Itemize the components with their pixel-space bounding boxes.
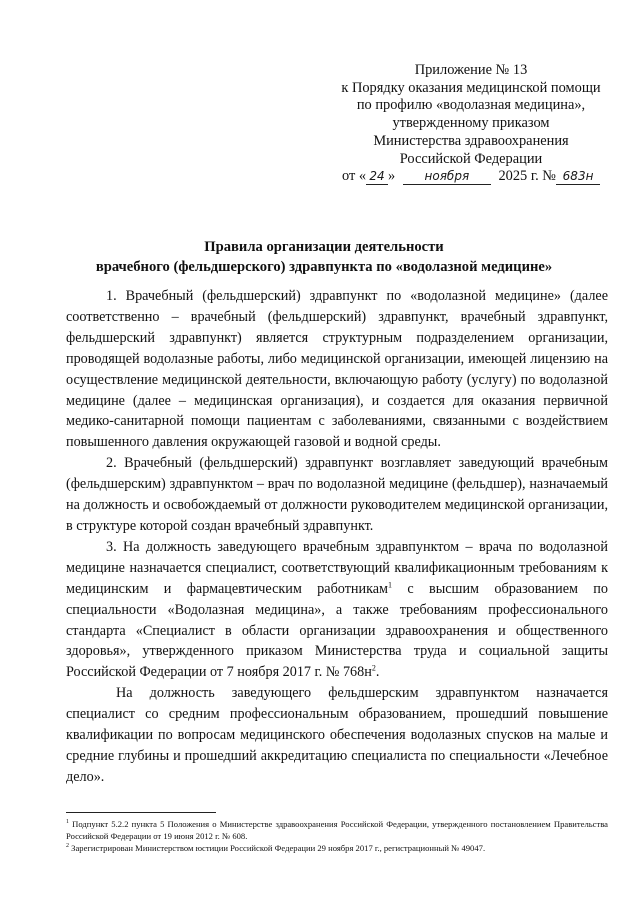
appendix-number: Приложение № 13: [414, 62, 528, 78]
footnote-2-marker: 2: [66, 843, 69, 850]
handwritten-number: 683н: [556, 169, 600, 185]
paragraph-3-text-b: с высшим образованием по специальности «Водолазная медицина», а также требованиям профессионального стандарта «Специалист в области организации здравоохранения и общественного здоровья», утвержденного приказом Министерства труда и социальной защиты Российской Федерации от 7 ноября 2017 г. № 768н: [66, 580, 608, 681]
footnote-1: [66, 818, 608, 842]
footnote-2: [66, 842, 608, 854]
document-title: [40, 237, 608, 277]
paragraph-3-text-a: 3. На должность заведующего врачебным здравпунктом – врача по водолазной медицине назначается специалист, соответствующий квалификационным требованиям к медицинским и фармацевтическим работникам: [66, 538, 608, 597]
year-text: 2025 г. №: [498, 168, 557, 185]
paragraph-1: 1. Врачебный (фельдшерский) здравпункт по «водолазной медицине» (далее соответственно – врачебный (фельдшерский) здравпункт, врачебный здравпункт, фельдшерский здравпункт) является структурным подразделением организации, проводящей водолазные работы, либо медицинской организации, имеющей лицензию на осуществление медицинской деятельности, включающую работу (услугу) по водолазной медицине (далее – медицинская организация), и создается для оказания первичной медико-санитарной помощи пациентам с заболеваниями, связанными с воздействием повышенного давления окружающей газовой и водной среды.: [66, 288, 608, 451]
title-line-2: врачебного (фельдшерского) здравпункта по «водолазной медицине»: [95, 259, 553, 275]
appendix-line-2: к Порядку оказания медицинской помощи: [341, 79, 601, 96]
appendix-line-4: утвержденному приказом: [392, 115, 550, 132]
document-body: [66, 286, 608, 788]
paragraph-4: На должность заведующего фельдшерским здравпунктом назначается специалист со средним профессиональным образованием, прошедший повышение квалификации по вопросам медицинского обеспечения водолазных спусков на малые и средние глубины и прошедший аккредитацию специалиста по специальности «Лечебное дело».: [66, 685, 608, 785]
paragraph-3-text-c: .: [375, 664, 380, 681]
appendix-header: [318, 62, 624, 186]
footnote-1-marker: 1: [66, 819, 69, 826]
paragraph-2: 2. Врачебный (фельдшерский) здравпункт возглавляет заведующий врачебным (фельдшерским) здравпунктом – врач по водолазной медицине (фельдшер), назначаемый на должность и освобождаемый от должности руководителем медицинской организации, в структуре которой создан врачебный здравпункт.: [66, 455, 608, 534]
footnote-ref-1: 1: [388, 579, 393, 589]
title-line-1: Правила организации деятельности: [204, 239, 444, 255]
appendix-line-3: по профилю «водолазная медицина»,: [356, 97, 586, 114]
date-prefix: от «: [341, 168, 367, 185]
footnotes: [66, 818, 608, 855]
footnote-2-text: Зарегистрирован Министерством юстиции Российской Федерации 29 ноября 2017 г., регистрационный № 49047.: [69, 843, 486, 854]
appendix-date-line: [318, 168, 624, 186]
handwritten-day: 24: [366, 169, 388, 185]
footnote-divider: [66, 812, 216, 813]
footnote-1-text: Подпункт 5.2.2 пункта 5 Положения о Министерстве здравоохранения Российской Федерации, утвержденного постановлением Правительства Российской Федерации от 19 июня 2012 г. № 608.: [66, 819, 608, 842]
appendix-line-6: Российской Федерации: [399, 150, 543, 167]
handwritten-month: ноября: [403, 169, 491, 185]
paragraph-3: [66, 537, 608, 683]
footnote-ref-2: 2: [371, 663, 376, 673]
appendix-line-5: Министерства здравоохранения: [373, 132, 569, 149]
date-sep: »: [388, 168, 396, 185]
